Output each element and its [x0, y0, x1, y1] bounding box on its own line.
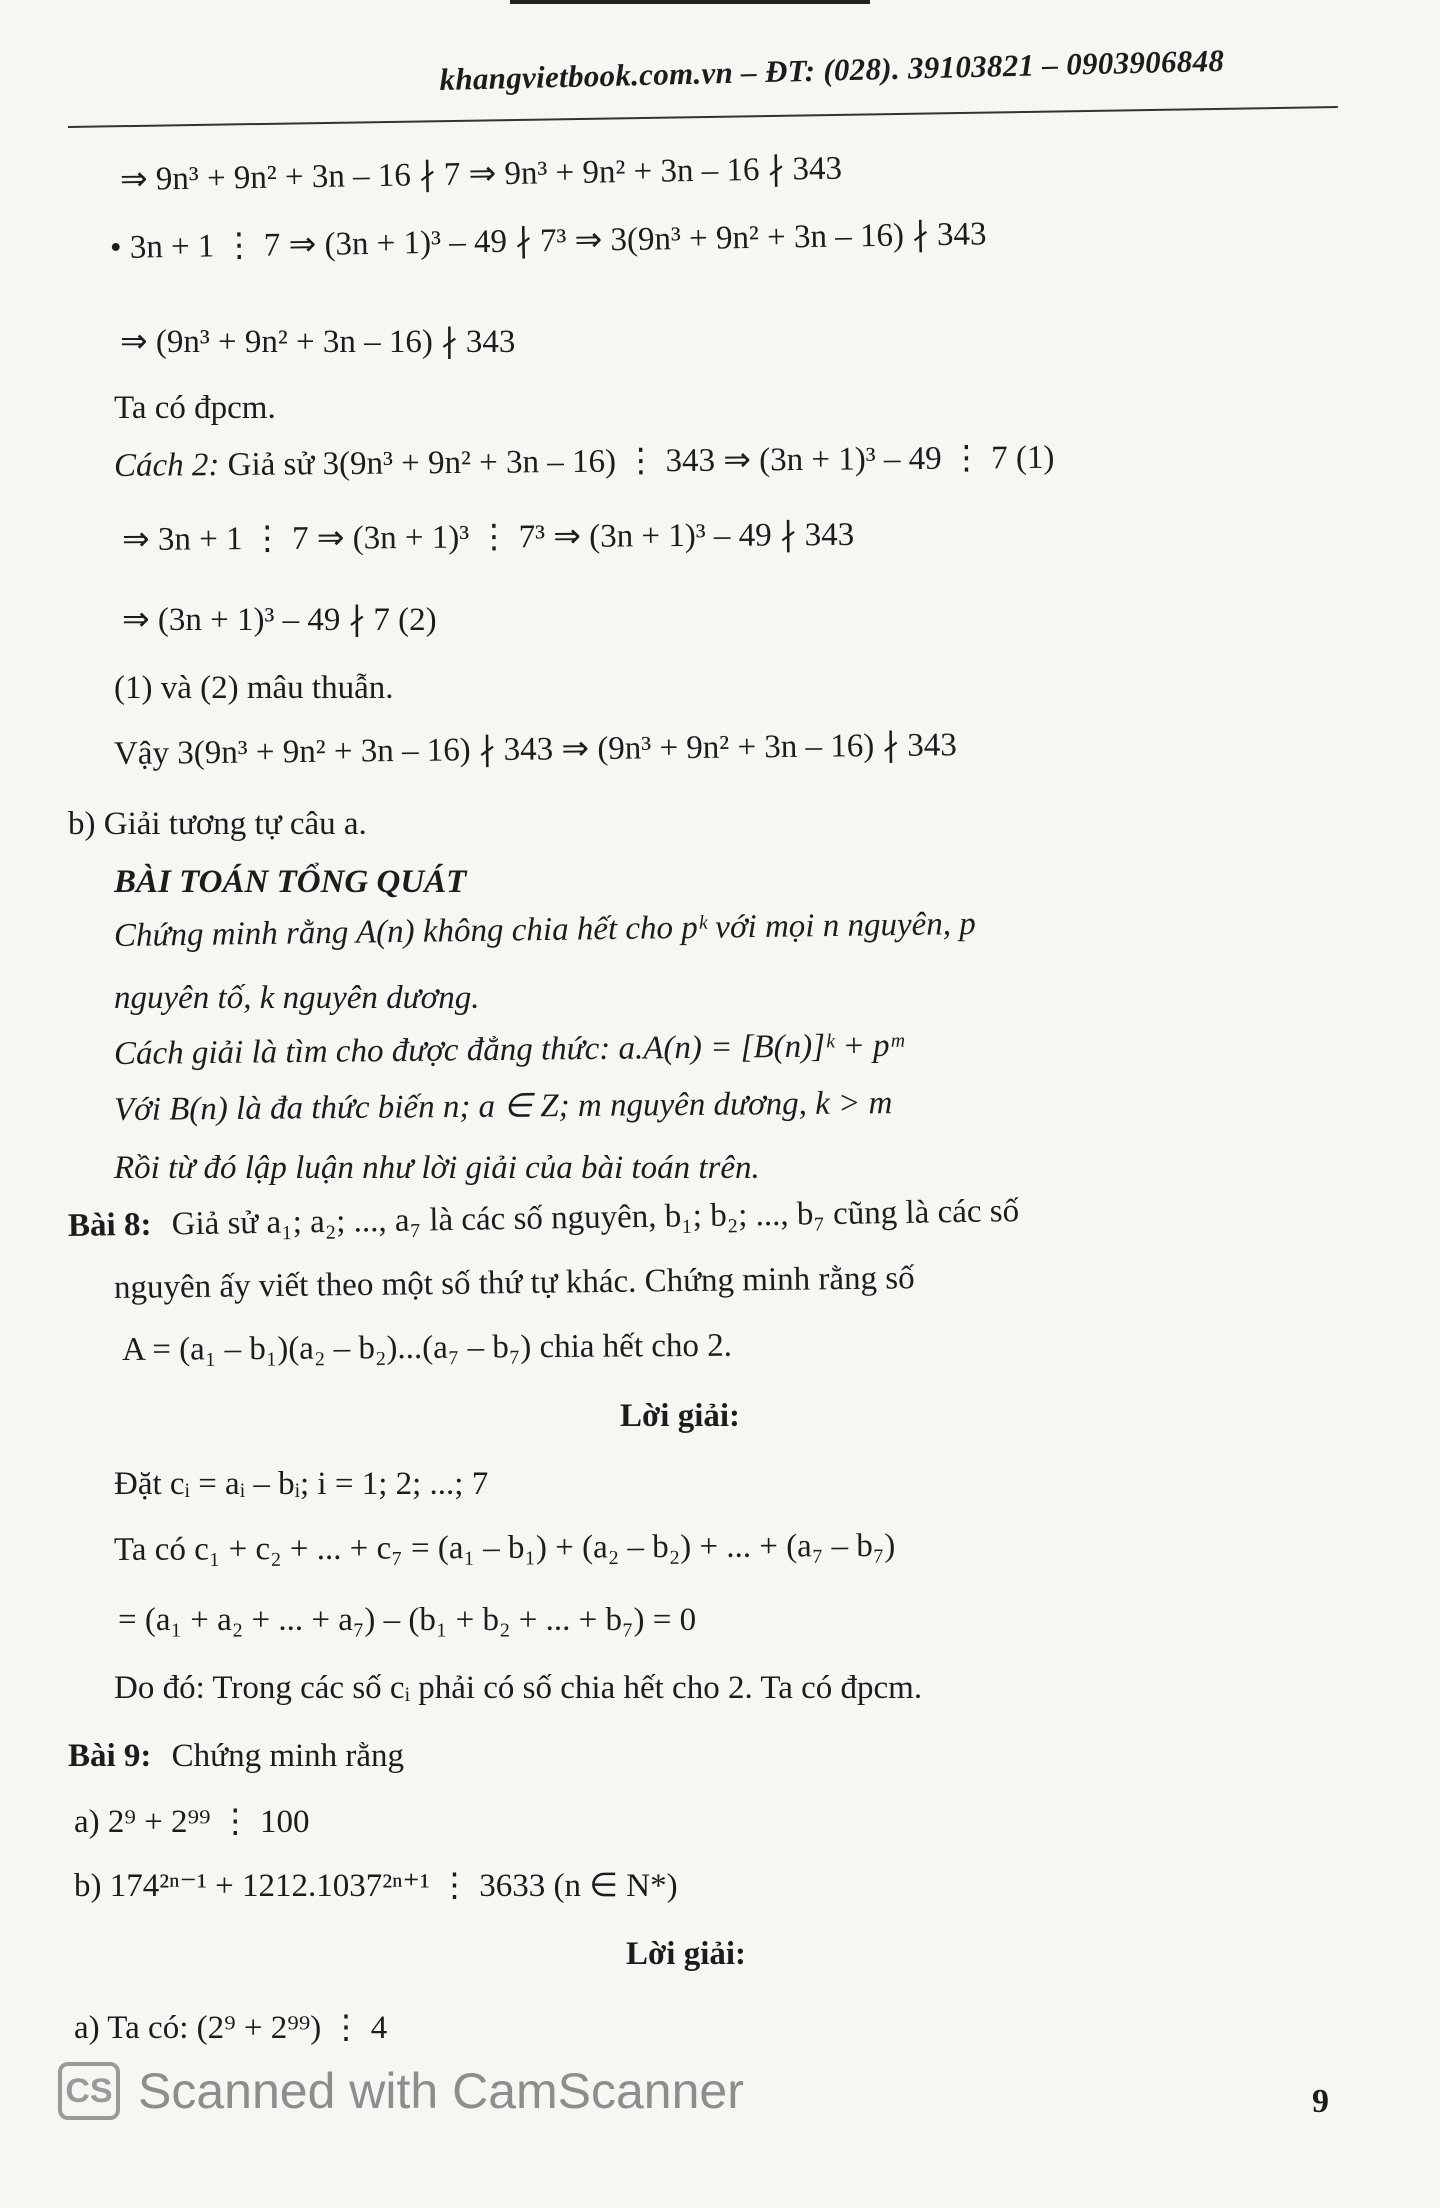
text-line — [68, 1191, 1020, 1246]
text-line: nguyên ấy viết theo một số thứ tự khác. Chứng minh rằng số — [113, 1260, 915, 1306]
bai9-text: Chứng minh rằng — [171, 1738, 405, 1774]
text-line: b) Giải tương tự câu a. — [68, 806, 367, 842]
text-line: • 3n + 1 ⋮ 7 ⇒ (3n + 1)³ – 49 ∤ 7³ ⇒ 3(9n³ + 9n² + 3n – 16) ∤ 343 — [109, 216, 987, 266]
solution-heading: Lời giải: — [626, 1936, 747, 1972]
text-line: Ta có đpcm. — [114, 390, 276, 426]
text-line: ⇒ 9n³ + 9n² + 3n – 16 ∤ 7 ⇒ 9n³ + 9n² + 3n – 16 ∤ 343 — [119, 150, 843, 198]
text-line: Do đó: Trong các số cᵢ phải có số chia hết cho 2. Ta có đpcm. — [114, 1670, 923, 1706]
text-line: Đặt cᵢ = aᵢ – bᵢ; i = 1; 2; ...; 7 — [114, 1466, 489, 1502]
text-line: ⇒ (3n + 1)³ – 49 ∤ 7 (2) — [122, 602, 437, 638]
solution-heading: Lời giải: — [620, 1398, 741, 1434]
bai9-label: Bài 9: — [68, 1738, 152, 1774]
text-line — [114, 438, 1055, 486]
text-line: (1) và (2) mâu thuẫn. — [114, 670, 394, 706]
text-line: b) 174²ⁿ⁻¹ + 1212.1037²ⁿ⁺¹ ⋮ 3633 (n ∈ N*) — [74, 1868, 678, 1904]
cach2-label: Cách 2: — [113, 447, 220, 484]
camscanner-watermark — [58, 2058, 744, 2124]
bai8-text: Giả sử a₁; a₂; ..., a₇ là các số nguyên, b₁; b₂; ..., b₇ cũng là các số — [171, 1193, 1020, 1243]
bai8-label: Bài 8: — [67, 1206, 152, 1244]
text-line: Chứng minh rằng A(n) không chia hết cho pᵏ với mọi n nguyên, p — [113, 905, 976, 954]
text-line — [68, 1736, 404, 1776]
page-header: khangvietbook.com.vn – ĐT: (028). 39103821 – 0903906848 — [439, 42, 1225, 98]
text-line: Vậy 3(9n³ + 9n² + 3n – 16) ∤ 343 ⇒ (9n³ + 9n² + 3n – 16) ∤ 343 — [113, 727, 958, 772]
text-line: ⇒ (9n³ + 9n² + 3n – 16) ∤ 343 — [120, 324, 516, 360]
text-line: nguyên tố, k nguyên dương. — [114, 980, 480, 1016]
text-line: Cách giải là tìm cho được đẳng thức: a.A(n) = [B(n)]ᵏ + pᵐ — [113, 1027, 904, 1072]
camscanner-logo-icon: CS — [58, 2062, 120, 2120]
top-edge-bar — [510, 0, 870, 4]
cach2-text: Giả sử 3(9n³ + 9n² + 3n – 16) ⋮ 343 ⇒ (3n + 1)³ – 49 ⋮ 7 (1) — [227, 439, 1055, 484]
text-line: a) 2⁹ + 2⁹⁹ ⋮ 100 — [74, 1804, 310, 1840]
text-line: A = (a₁ – b₁)(a₂ – b₂)...(a₇ – b₇) chia hết cho 2. — [121, 1327, 733, 1368]
page-number: 9 — [1312, 2083, 1329, 2120]
text-line: = (a₁ + a₂ + ... + a₇) – (b₁ + b₂ + ... + b₇) = 0 — [118, 1602, 697, 1638]
text-line: Với B(n) là đa thức biến n; a ∈ Z; m nguyên dương, k > m — [113, 1085, 893, 1128]
camscanner-text: Scanned with CamScanner — [138, 2063, 744, 2119]
text-line: ⇒ 3n + 1 ⋮ 7 ⇒ (3n + 1)³ ⋮ 7³ ⇒ (3n + 1)³ – 49 ∤ 343 — [121, 516, 855, 558]
header-rule — [68, 106, 1338, 128]
text-line: Rồi từ đó lập luận như lời giải của bài toán trên. — [114, 1150, 760, 1186]
text-line: Ta có c₁ + c₂ + ... + c₇ = (a₁ – b₁) + (a₂ – b₂) + ... + (a₇ – b₇) — [113, 1527, 896, 1568]
text-line: a) Ta có: (2⁹ + 2⁹⁹) ⋮ 4 — [74, 2010, 388, 2046]
section-heading: BÀI TOÁN TỔNG QUÁT — [114, 864, 467, 900]
